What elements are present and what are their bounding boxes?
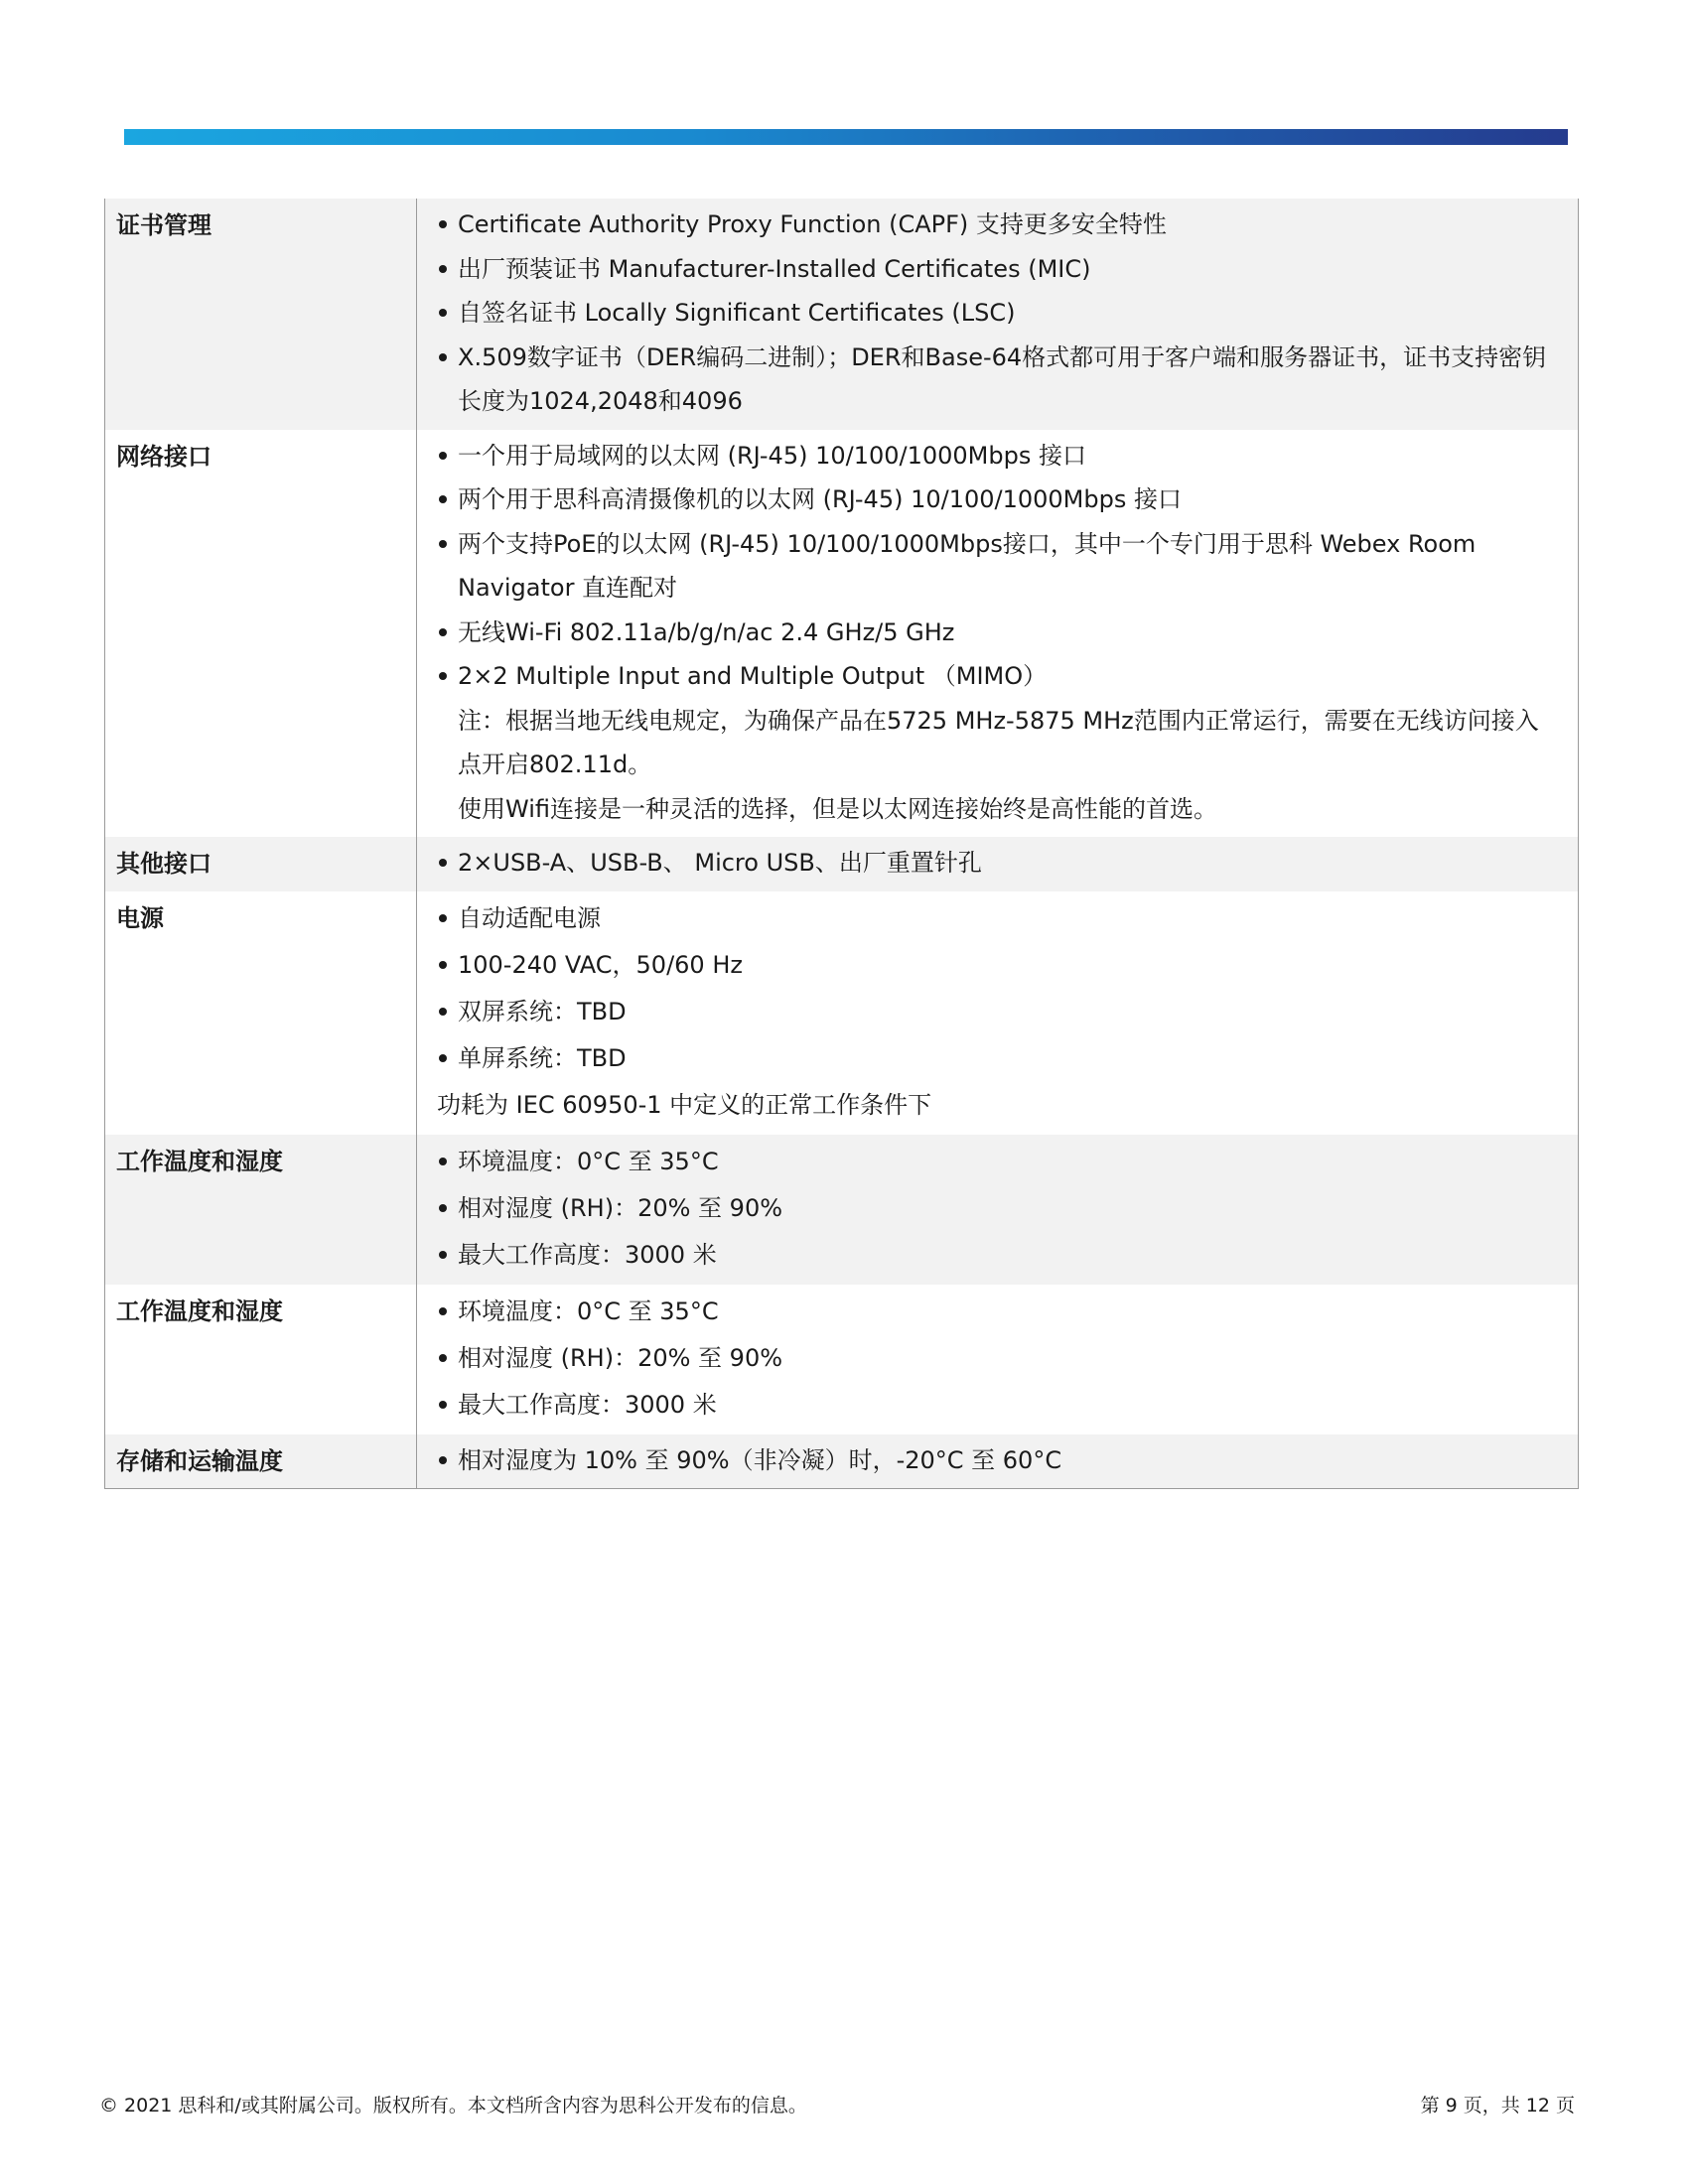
note-text: 注：根据当地无线电规定，为确保产品在5725 MHz-5875 MHz范围内正常运行，需要在无线访问接入点开启802.11d。 (458, 706, 1539, 778)
table-row (105, 199, 1579, 430)
list-item: 两个用于思科高清摄像机的以太网 (RJ-45) 10/100/1000Mbps 接口 (437, 478, 1558, 522)
list-item: 无线Wi-Fi 802.11a/b/g/n/ac 2.4 GHz/5 GHz (437, 611, 1558, 655)
row-label: 工作温度和湿度 (105, 1285, 417, 1434)
list-item: 2×2 Multiple Input and Multiple Output （MIMO） (437, 654, 1558, 699)
list-item: 出厂预装证书 Manufacturer-Installed Certificates (MIC) (437, 247, 1558, 292)
row-content (417, 1434, 1579, 1489)
footer-page-number: 第 9 页，共 12 页 (1420, 2095, 1575, 2116)
row-label: 证书管理 (105, 199, 417, 430)
list-item: 自动适配电源 (437, 895, 1558, 942)
bullet-list (437, 1438, 1558, 1483)
list-item: 环境温度：0°C 至 35°C (437, 1289, 1558, 1335)
row-content (417, 1285, 1579, 1434)
list-item: 相对湿度 (RH)：20% 至 90% (437, 1185, 1558, 1232)
table-row (105, 430, 1579, 838)
note-text: 功耗为 IEC 60950-1 中定义的正常工作条件下 (437, 1090, 932, 1119)
list-item: Certificate Authority Proxy Function (CAPF) 支持更多安全特性 (437, 203, 1558, 247)
table-row (105, 1135, 1579, 1285)
table-row (105, 1285, 1579, 1434)
list-item: 单屏系统：TBD (437, 1035, 1558, 1082)
row-label: 其他接口 (105, 837, 417, 891)
bullet-list (437, 1289, 1558, 1429)
list-item: 2×USB-A、USB-B、 Micro USB、出厂重置针孔 (437, 841, 1558, 886)
row-content (417, 199, 1579, 430)
note-text: 使用Wifi连接是一种灵活的选择，但是以太网连接始终是高性能的首选。 (458, 794, 1217, 823)
row-content (417, 1135, 1579, 1285)
bullet-list (437, 841, 1558, 886)
list-item: 双屏系统：TBD (437, 989, 1558, 1035)
list-item: 一个用于局域网的以太网 (RJ-45) 10/100/1000Mbps 接口 (437, 434, 1558, 478)
row-content (417, 430, 1579, 838)
header-accent-bar (124, 129, 1568, 145)
row-label: 网络接口 (105, 430, 417, 838)
list-item: 相对湿度为 10% 至 90%（非冷凝）时，-20°C 至 60°C (437, 1438, 1558, 1483)
list-item: 最大工作高度：3000 米 (437, 1232, 1558, 1279)
row-label: 工作温度和湿度 (105, 1135, 417, 1285)
list-item: 自签名证书 Locally Significant Certificates (LSC) (437, 291, 1558, 336)
row-label: 电源 (105, 891, 417, 1135)
table-row (105, 1434, 1579, 1489)
list-item: X.509数字证书（DER编码二进制）；DER和Base-64格式都可用于客户端和服务器证书，证书支持密钥长度为1024,2048和4096 (437, 336, 1558, 424)
bullet-list (437, 895, 1558, 1082)
list-item: 两个支持PoE的以太网 (RJ-45) 10/100/1000Mbps接口，其中一个专门用于思科 Webex Room Navigator 直连配对 (437, 522, 1558, 611)
row-content (417, 837, 1579, 891)
list-item: 100-240 VAC，50/60 Hz (437, 942, 1558, 989)
list-item: 相对湿度 (RH)：20% 至 90% (437, 1335, 1558, 1382)
list-item: 最大工作高度：3000 米 (437, 1382, 1558, 1429)
bullet-list (437, 1139, 1558, 1279)
row-content (417, 891, 1579, 1135)
bullet-list (437, 203, 1558, 424)
table-row (105, 891, 1579, 1135)
table-row (105, 837, 1579, 891)
bullet-list (437, 434, 1558, 699)
spec-table (104, 199, 1579, 1489)
row-label: 存储和运输温度 (105, 1434, 417, 1489)
footer-copyright: © 2021 思科和/或其附属公司。版权所有。本文档所含内容为思科公开发布的信息。 (99, 2095, 807, 2116)
list-item: 环境温度：0°C 至 35°C (437, 1139, 1558, 1185)
